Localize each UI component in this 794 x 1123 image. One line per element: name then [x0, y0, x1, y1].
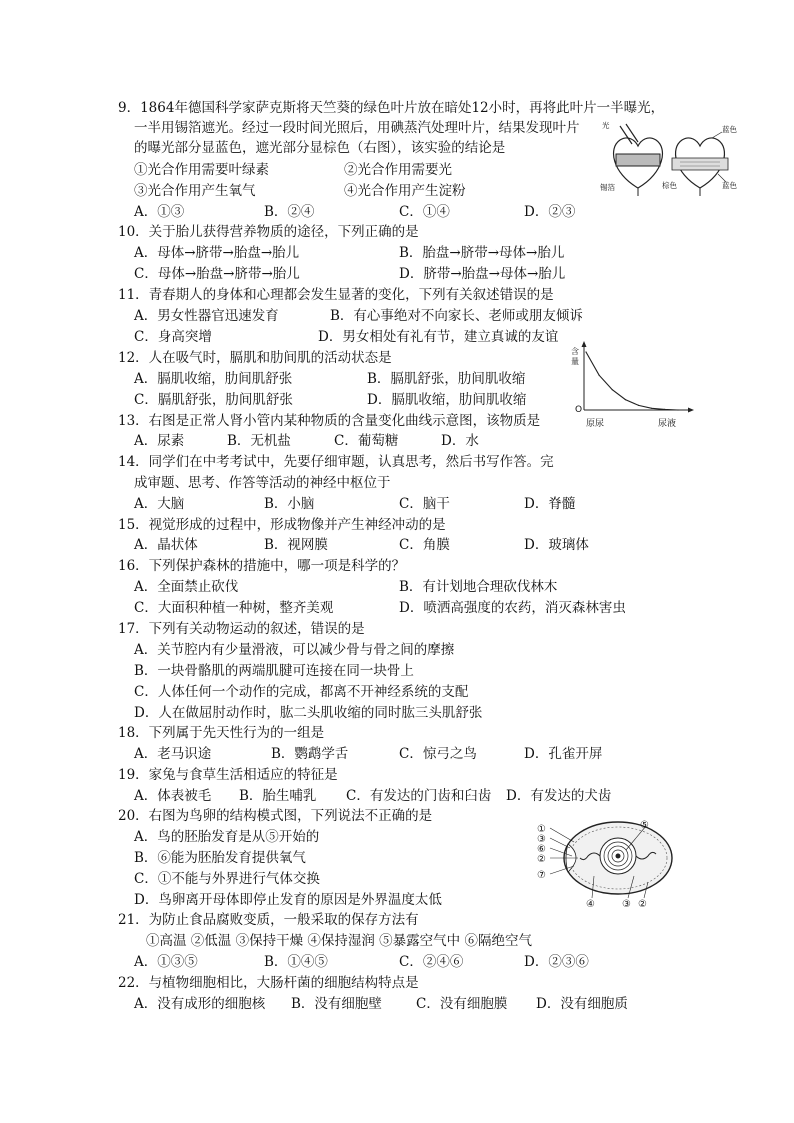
- q16-option-c: C．大面积种植一种树，整齐美观: [134, 600, 334, 616]
- q12-option-c: C．膈肌舒张，肋间肌舒张: [134, 392, 293, 408]
- q16-stem: 16．下列保护森林的措施中，哪一项是科学的？: [118, 558, 406, 574]
- leaf-experiment-figure: [600, 118, 740, 198]
- q13-option-c: C．葡萄糖: [334, 433, 399, 449]
- q22-option-c: C．没有细胞膜: [416, 996, 508, 1012]
- q14-stem-line-1: 14．同学们在中考考试中，先要仔细审题，认真思考，然后书写作答。完: [118, 454, 554, 470]
- q9-stem-line-1: 9．1864年德国科学家萨克斯将天竺葵的绿色叶片放在暗处12小时，再将此叶片一半曝光，: [118, 100, 665, 116]
- q20-stem: 20．右图为鸟卵的结构模式图，下列说法不正确的是: [118, 808, 433, 824]
- brown-band: [672, 158, 728, 170]
- q12-option-a: A．膈肌收缩，肋间肌舒张: [134, 371, 293, 387]
- q17-option-b: B．一块骨骼肌的两端肌腱可连接在同一块骨上: [134, 663, 414, 679]
- q14-option-b: B．小脑: [264, 496, 315, 512]
- q15-option-d: D．玻璃体: [524, 537, 589, 553]
- q20-option-d: D．鸟卵离开母体即停止发育的原因是外界温度太低: [134, 892, 442, 908]
- chart-point-1: [599, 375, 600, 376]
- chart-x-arrow-icon: [688, 408, 694, 413]
- q16-option-b: B．有计划地合理砍伐林木: [399, 579, 558, 595]
- q9-statement-3: ③光合作用产生氧气: [134, 183, 256, 199]
- chart-point-2: [612, 389, 613, 390]
- egg-label-2-left: ②: [537, 854, 546, 865]
- egg-label-2-bottom: ②: [638, 899, 647, 908]
- q10-option-d: D．脐带→胎盘→母体→胎儿: [399, 266, 566, 282]
- q20-option-a: A．鸟的胚胎发育是从⑤开始的: [134, 829, 320, 845]
- egg-label-5: ⑤: [640, 820, 649, 831]
- q14-stem-line-2: 成审题、思考、作答等活动的神经中枢位于: [134, 475, 391, 491]
- q18-stem: 18．下列属于先天性行为的一组是: [118, 725, 325, 741]
- chart-point-4: [638, 405, 639, 406]
- q9-option-d: D．②③: [524, 204, 576, 220]
- chart-origin-label: O: [575, 405, 583, 415]
- q9-stem-line-2: 一半用锡箔遮光。经过一段时间光照后，用碘蒸汽处理叶片，结果发现叶片: [134, 120, 580, 136]
- q22-option-b: B．没有细胞壁: [291, 996, 382, 1012]
- q12-stem: 12．人在吸气时，膈肌和肋间肌的活动状态是: [118, 350, 392, 366]
- chart-y-arrow-icon: [582, 341, 587, 347]
- figure-label-foil: 锡箔: [600, 183, 615, 192]
- figure-label-brown: 棕色: [662, 181, 677, 190]
- q19-option-a: A．体表被毛: [134, 788, 212, 804]
- q9-option-b: B．②④: [264, 204, 315, 220]
- q17-option-c: C．人体任何一个动作的完成，都离不开神经系统的支配: [134, 684, 469, 700]
- q17-option-a: A．关节腔内有少量滑液，可以减少骨与骨之间的摩擦: [134, 642, 455, 658]
- chart-point-7: [677, 409, 678, 410]
- q17-stem: 17．下列有关动物运动的叙述，错误的是: [118, 621, 365, 637]
- q21-option-a: A．①③⑤: [134, 954, 198, 970]
- q18-option-b: B．鹦鹉学舌: [271, 746, 349, 762]
- figure-label-light: 光: [602, 121, 610, 130]
- foil-strip-left: [616, 154, 660, 166]
- chart-ylabel-2: 量: [571, 357, 579, 366]
- chart-ylabel-1: 含: [571, 347, 579, 356]
- q9-statement-1: ①光合作用需要叶绿素: [134, 162, 269, 178]
- q13-stem: 13．右图是正常人肾小管内某种物质的含量变化曲线示意图，该物质是: [118, 413, 541, 429]
- q15-option-a: A．晶状体: [134, 537, 198, 553]
- egg-label-4: ④: [586, 899, 595, 908]
- q12-option-d: D．膈肌收缩，肋间肌收缩: [367, 392, 527, 408]
- q9-stem-line-3: 的曝光部分显蓝色，遮光部分显棕色（右图），该实验的结论是: [134, 140, 506, 156]
- q12-option-b: B．膈肌舒张，肋间肌收缩: [367, 371, 526, 387]
- q20-option-c: C．①不能与外界进行气体交换: [134, 871, 320, 887]
- chart-series-line: [586, 352, 678, 410]
- q21-stem-line-1: 21．为防止食品腐败变质，一般采取的保存方法有: [118, 912, 419, 928]
- egg-label-1: ①: [537, 824, 546, 835]
- q22-option-a: A．没有成形的细胞核: [134, 996, 266, 1012]
- q10-option-a: A．母体→脐带→胎盘→胎儿: [134, 245, 300, 261]
- q10-option-c: C．母体→胎盘→脐带→胎儿: [134, 266, 300, 282]
- q11-option-d: D．男女相处有礼有节，建立真诚的友谊: [318, 329, 559, 345]
- q21-option-b: B．①④⑤: [264, 954, 328, 970]
- q19-option-d: D．有发达的犬齿: [506, 788, 612, 804]
- egg-label-6: ⑥: [537, 844, 546, 855]
- chart-point-3: [625, 399, 626, 400]
- egg-label-3-bottom: ③: [622, 899, 631, 908]
- q9-option-c: C．①④: [399, 204, 450, 220]
- q9-statement-4: ④光合作用产生淀粉: [344, 183, 466, 199]
- q15-stem: 15．视觉形成的过程中，形成物像并产生神经冲动的是: [118, 517, 446, 533]
- q13-option-a: A．尿素: [134, 433, 185, 449]
- q10-option-b: B．胎盘→脐带→母体→胎儿: [399, 245, 565, 261]
- q11-option-a: A．男女性器官迅速发育: [134, 308, 279, 324]
- q15-option-b: B．视网膜: [264, 537, 328, 553]
- kidney-tubule-chart: [566, 340, 696, 432]
- q16-option-d: D．喷洒高强度的农药，消灭森林害虫: [399, 600, 626, 616]
- germinal-disc: [616, 854, 621, 859]
- q14-option-c: C．脑干: [399, 496, 450, 512]
- q11-option-b: B．有心事绝对不向家长、老师或朋友倾诉: [330, 308, 583, 324]
- q11-option-c: C．身高突增: [134, 329, 212, 345]
- bird-egg-figure: [534, 816, 686, 908]
- q16-option-a: A．全面禁止砍伐: [134, 579, 239, 595]
- q22-stem: 22．与植物细胞相比，大肠杆菌的细胞结构特点是: [118, 975, 419, 991]
- q19-option-b: B．胎生哺乳: [239, 788, 317, 804]
- q18-option-c: C．惊弓之鸟: [399, 746, 477, 762]
- chart-point-0: [585, 351, 586, 352]
- q9-statement-2: ②光合作用需要光: [344, 162, 452, 178]
- q21-stem-line-2: ①高温 ②低温 ③保持干燥 ④保持湿润 ⑤暴露空气中 ⑥隔绝空气: [146, 933, 532, 949]
- q14-option-d: D．脊髓: [524, 496, 576, 512]
- q9-option-a: A．①③: [134, 204, 185, 220]
- egg-label-7: ⑦: [537, 870, 546, 881]
- chart-point-5: [651, 408, 652, 409]
- q13-option-b: B．无机盐: [227, 433, 291, 449]
- q20-option-b: B．⑥能为胚胎发育提供氧气: [134, 850, 306, 866]
- chart-point-6: [664, 409, 665, 410]
- q13-option-d: D．水: [441, 433, 479, 449]
- q21-option-c: C．②④⑥: [399, 954, 464, 970]
- q19-option-c: C．有发达的门齿和臼齿: [346, 788, 492, 804]
- q22-option-d: D．没有细胞质: [536, 996, 628, 1012]
- q10-stem: 10．关于胎儿获得营养物质的途径，下列正确的是: [118, 224, 419, 240]
- figure-label-blue-top: 蓝色: [722, 125, 737, 134]
- q11-stem: 11．青春期人的身体和心理都会发生显著的变化，下列有关叙述错误的是: [118, 287, 554, 303]
- figure-label-blue-bottom: 蓝色: [722, 181, 737, 190]
- q14-option-a: A．大脑: [134, 496, 185, 512]
- q17-option-d: D．人在做屈肘动作时，肱二头肌收缩的同时肱三头肌舒张: [134, 705, 483, 721]
- q18-option-a: A．老马识途: [134, 746, 212, 762]
- q15-option-c: C．角膜: [399, 537, 450, 553]
- q18-option-d: D．孔雀开屏: [524, 746, 603, 762]
- chart-x-category-1: 原尿: [586, 419, 605, 429]
- q21-option-d: D．②③⑥: [524, 954, 589, 970]
- q19-stem: 19．家兔与食草生活相适应的特征是: [118, 767, 338, 783]
- chart-x-category-2: 尿液: [658, 419, 677, 429]
- egg-label-3-left: ③: [537, 834, 546, 845]
